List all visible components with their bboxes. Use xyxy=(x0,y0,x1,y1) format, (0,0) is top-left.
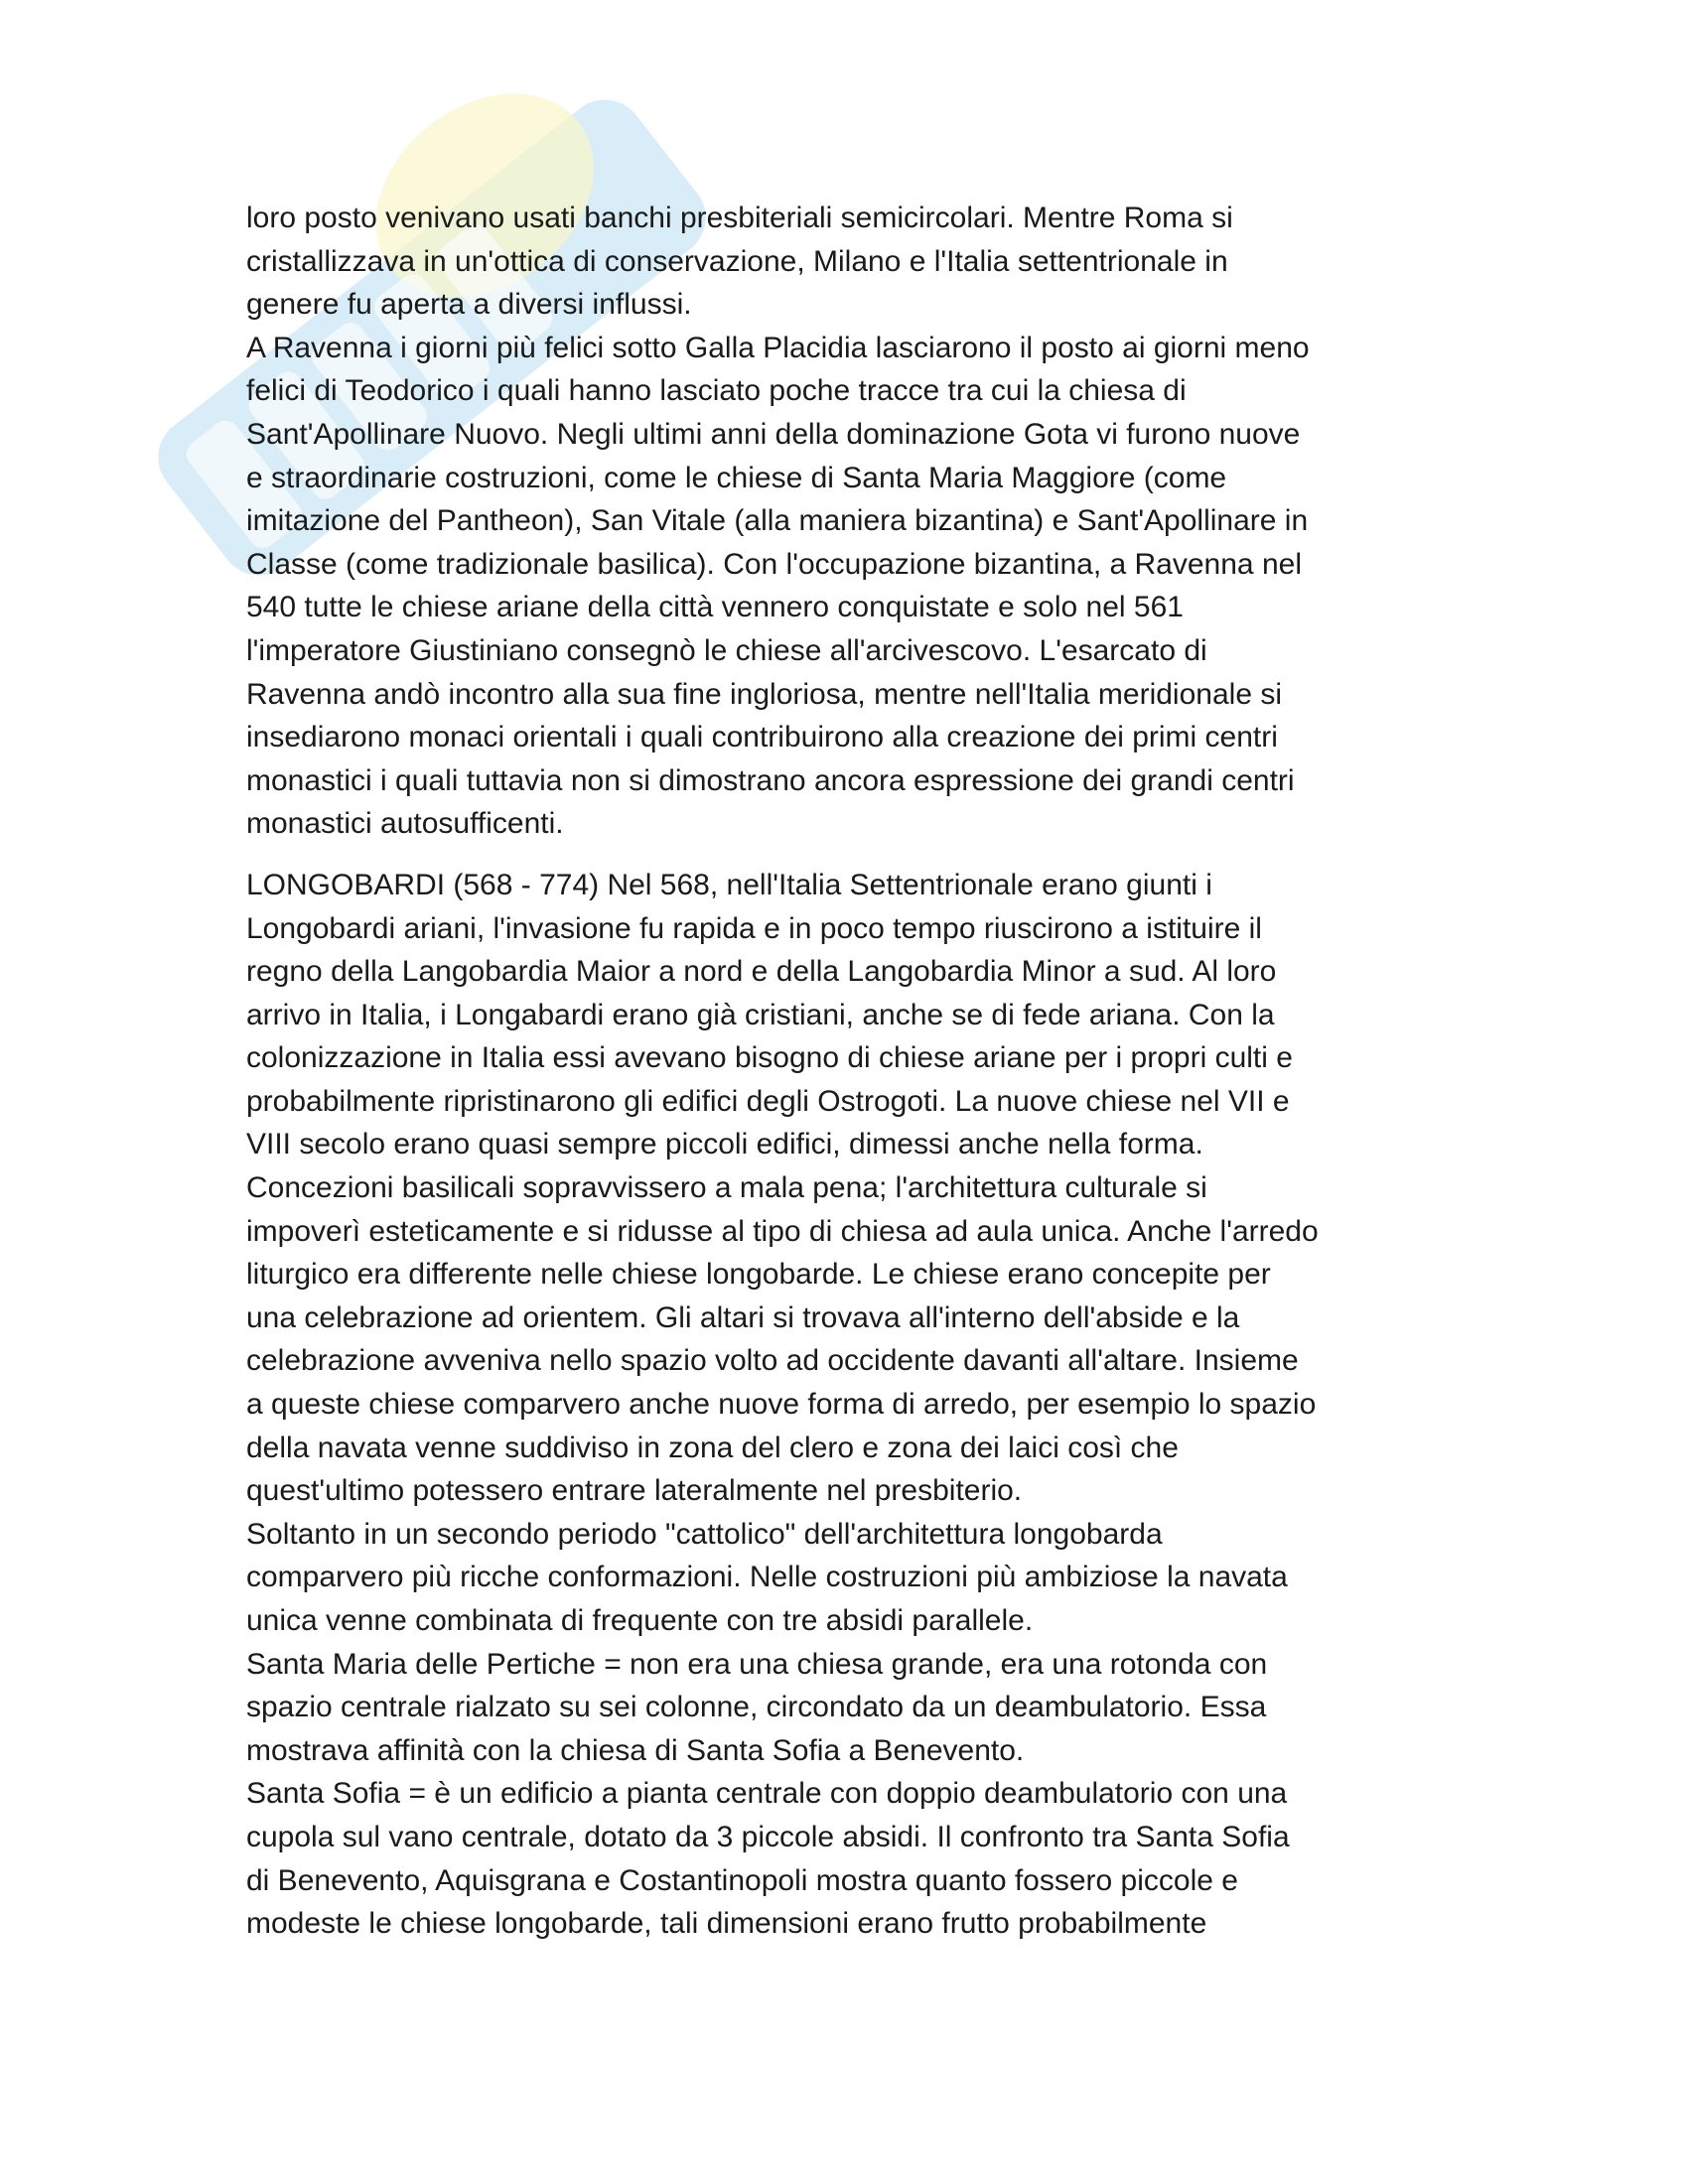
text-line: monastici autosufficenti. xyxy=(246,807,564,841)
text-line: imitazione del Pantheon), San Vitale (alla maniera bizantina) e Sant'Apollinare in xyxy=(246,504,1309,538)
text-line: Longobardi ariani, l'invasione fu rapida e in poco tempo riuscirono a istituire il xyxy=(246,911,1262,945)
text-line: di Benevento, Aquisgrana e Costantinopoli mostra quanto fossero piccole e xyxy=(246,1863,1238,1897)
text-line: cristallizzava in un'ottica di conservazione, Milano e l'Italia settentrionale in xyxy=(246,244,1228,278)
text-line: della navata venne suddiviso in zona del clero e zona dei laici così che xyxy=(246,1431,1179,1464)
text-line: VIII secolo erano quasi sempre piccoli edifici, dimessi anche nella forma. xyxy=(246,1128,1203,1161)
text-line: loro posto venivano usati banchi presbiteriali semicircolari. Mentre Roma si xyxy=(246,202,1233,234)
text-line: modeste le chiese longobarde, tali dimensioni erano frutto probabilmente xyxy=(246,1907,1207,1941)
text-line: e straordinarie costruzioni, come le chiese di Santa Maria Maggiore (come xyxy=(246,461,1227,494)
text-line: a queste chiese comparvero anche nuove forma di arredo, per esempio lo spazio xyxy=(246,1388,1317,1422)
text-line: l'imperatore Giustiniano consegnò le chiese all'arcivescovo. L'esarcato di xyxy=(246,633,1207,667)
text-line: unica venne combinata di frequente con tre absidi parallele. xyxy=(246,1604,1034,1637)
text-line: Classe (come tradizionale basilica). Con l'occupazione bizantina, a Ravenna nel xyxy=(246,547,1302,581)
text-line: felici di Teodorico i quali hanno lasciato poche tracce tra cui la chiesa di xyxy=(246,374,1187,408)
text-line: insediarono monaci orientali i quali contribuirono alla creazione dei primi centri xyxy=(246,721,1278,754)
text-line: quest'ultimo potessero entrare lateralmente nel presbiterio. xyxy=(246,1474,1023,1508)
text-line: monastici i quali tuttavia non si dimostrano ancora espressione dei grandi centri xyxy=(246,763,1295,797)
text-line: Ravenna andò incontro alla sua fine ingloriosa, mentre nell'Italia meridionale si xyxy=(246,677,1282,711)
text-line: impoverì esteticamente e si ridusse al tipo di chiesa ad aula unica. Anche l'arredo xyxy=(246,1214,1319,1248)
text-line: regno della Langobardia Maior a nord e della Langobardia Minor a sud. Al loro xyxy=(246,955,1277,989)
text-line: colonizzazione in Italia essi avevano bisogno di chiese ariane per i propri culti e xyxy=(246,1041,1293,1075)
text-line: cupola sul vano centrale, dotato da 3 piccole absidi. Il confronto tra Santa Sofia xyxy=(246,1820,1290,1853)
text-line: spazio centrale rialzato su sei colonne, circondato da un deambulatorio. Essa xyxy=(246,1691,1267,1724)
text-line: 540 tutte le chiese ariane della città vennero conquistate e solo nel 561 xyxy=(246,591,1184,624)
text-line: Santa Sofia = è un edificio a pianta centrale con doppio deambulatorio con una xyxy=(246,1777,1288,1811)
text-line: comparvero più ricche conformazioni. Nelle costruzioni più ambiziose la navata xyxy=(246,1561,1288,1594)
text-line: LONGOBARDI (568 - 774) Nel 568, nell'Italia Settentrionale erano giunti i xyxy=(246,868,1212,901)
text-line: Concezioni basilicali sopravvissero a mala pena; l'architettura culturale si xyxy=(246,1171,1207,1205)
text-line: celebrazione avveniva nello spazio volto ad occidente davanti all'altare. Insieme xyxy=(246,1344,1299,1378)
text-line: una celebrazione ad orientem. Gli altari si trovava all'interno dell'abside e la xyxy=(246,1300,1240,1334)
text-line: liturgico era differente nelle chiese longobarde. Le chiese erano concepite per xyxy=(246,1258,1271,1292)
document-body xyxy=(246,197,1438,1946)
text-line: A Ravenna i giorni più felici sotto Galla Placidia lasciarono il posto ai giorni meno xyxy=(246,331,1310,364)
text-line: arrivo in Italia, i Longabardi erano già cristiani, anche se di fede ariana. Con la xyxy=(246,998,1275,1031)
text-line: probabilmente ripristinarono gli edifici degli Ostrogoti. La nuove chiese nel VII e xyxy=(246,1084,1290,1118)
text-line: Sant'Apollinare Nuovo. Negli ultimi anni della dominazione Gota vi furono nuove xyxy=(246,417,1301,451)
paragraph-spacer xyxy=(246,846,1438,864)
text-line: Santa Maria delle Pertiche = non era una chiesa grande, era una rotonda con xyxy=(246,1647,1268,1681)
text-line: mostrava affinità con la chiesa di Santa Sofia a Benevento. xyxy=(246,1733,1025,1767)
text-line: Soltanto in un secondo periodo "cattolico" dell'architettura longobarda xyxy=(246,1517,1163,1551)
text-line: genere fu aperta a diversi influssi. xyxy=(246,288,692,322)
